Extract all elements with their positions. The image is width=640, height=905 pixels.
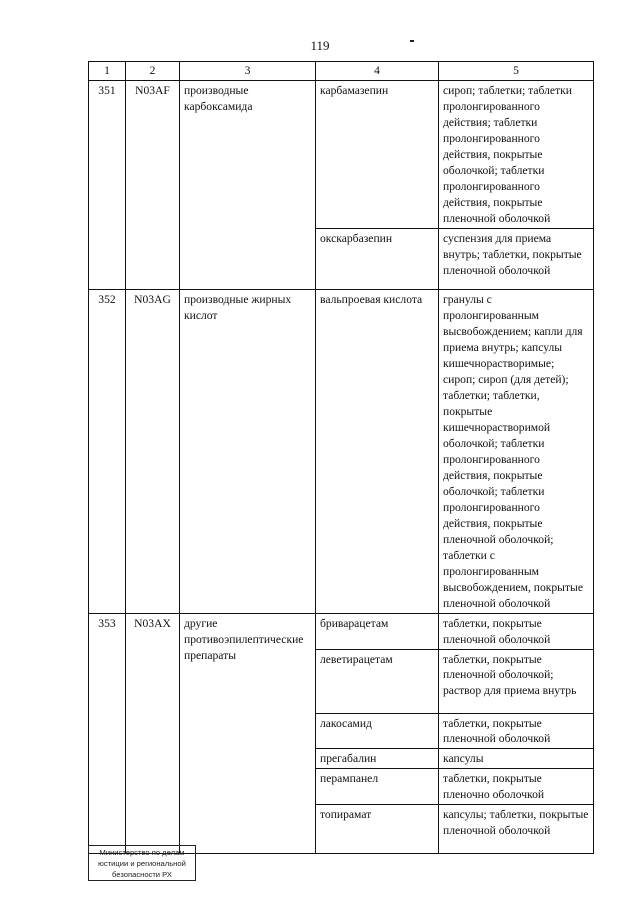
stamp-line: безопасности РХ — [112, 870, 172, 879]
drug-name: вальпроевая кислота — [316, 289, 439, 613]
row-number: 352 — [89, 289, 126, 613]
dosage-forms: капсулы — [439, 749, 594, 769]
stamp-line: Министерство по делам — [99, 848, 185, 857]
dosage-forms: таблетки, покрытые пленочной оболочкой; раствор для приема внутрь — [439, 649, 594, 713]
drug-name: окскарбазепин — [316, 228, 439, 289]
header-row — [89, 62, 594, 81]
drug-name: перампанел — [316, 769, 439, 805]
dosage-forms: таблетки, покрытые пленочной оболочкой — [439, 713, 594, 749]
header-col-5: 5 — [439, 62, 594, 81]
header-col-1: 1 — [89, 62, 126, 81]
drug-name: топирамат — [316, 805, 439, 854]
atc-code: N03AF — [126, 80, 180, 289]
group-name: другие противоэпилептические препараты — [180, 613, 316, 854]
ministry-stamp — [88, 845, 196, 881]
header-col-4: 4 — [316, 62, 439, 81]
group-name: производные карбоксамида — [180, 80, 316, 289]
page-number: 119 — [310, 38, 330, 53]
dosage-forms: суспензия для приема внутрь; таблетки, покрытые пленочной оболочкой — [439, 228, 594, 289]
drug-name: карбамазепин — [316, 80, 439, 228]
scan-speck — [410, 40, 414, 42]
dosage-forms: сироп; таблетки; таблетки пролонгированного действия; таблетки пролонгированного действия, покрытые оболочкой; таблетки пролонгированного действия, покрытые пленочной оболочкой — [439, 80, 594, 228]
group-name: производные жирных кислот — [180, 289, 316, 613]
table-row — [89, 289, 594, 613]
drug-name: прегабалин — [316, 749, 439, 769]
dosage-forms: таблетки, покрытые пленочно оболочкой — [439, 769, 594, 805]
dosage-forms: гранулы с пролонгированным высвобождением; капли для приема внутрь; капсулы кишечнорастворимые; сироп; сироп (для детей); таблетки; таблетки, покрытые кишечнорастворимой оболочкой; таблетки пролонгированного действия, покрытые оболочкой; таблетки пролонгированного действия, покрытые пленочной оболочкой; таблетки с пролонгированным высвобождением, покрытые пленочной оболочкой — [439, 289, 594, 613]
drug-name: лакосамид — [316, 713, 439, 749]
drug-table — [88, 61, 594, 854]
atc-code: N03AG — [126, 289, 180, 613]
row-number: 353 — [89, 613, 126, 854]
drug-name: леветирацетам — [316, 649, 439, 713]
atc-code: N03AX — [126, 613, 180, 854]
table-row — [89, 613, 594, 649]
header-col-3: 3 — [180, 62, 316, 81]
dosage-forms: капсулы; таблетки, покрытые пленочной оболочкой — [439, 805, 594, 854]
header-col-2: 2 — [126, 62, 180, 81]
table-row — [89, 80, 594, 228]
row-number: 351 — [89, 80, 126, 289]
drug-name: бриварацетам — [316, 613, 439, 649]
dosage-forms: таблетки, покрытые пленочной оболочкой — [439, 613, 594, 649]
stamp-line: юстиции и региональной — [98, 859, 186, 868]
